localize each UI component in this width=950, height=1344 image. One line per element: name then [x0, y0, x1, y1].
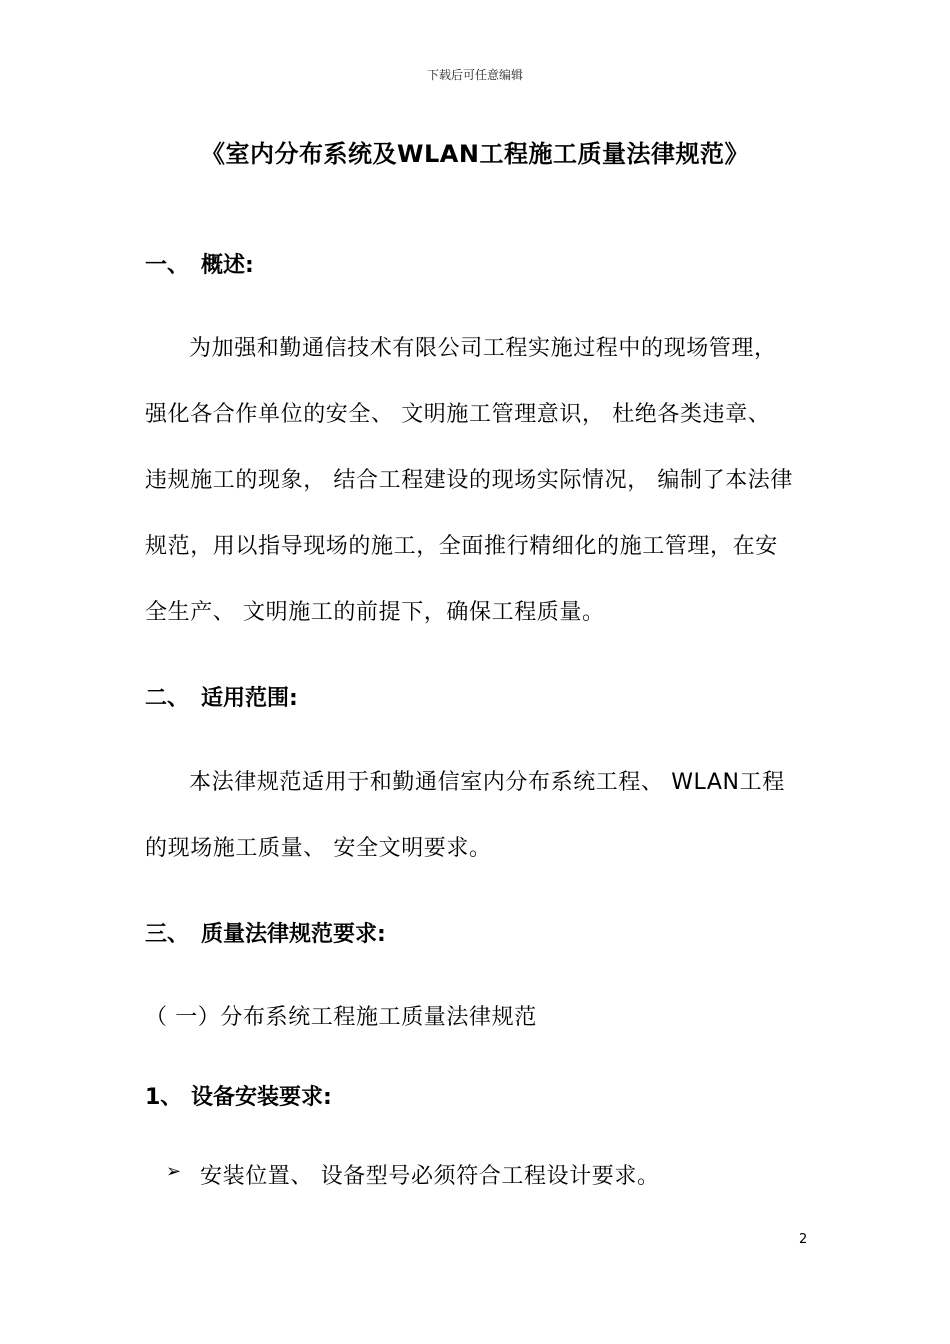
paragraph-line: 全生产、 文明施工的前提下，确保工程质量。	[145, 600, 605, 625]
document-title: 《室内分布系统及WLAN工程施工质量法律规范》	[201, 140, 749, 168]
page-header: 下载后可任意编辑	[426, 68, 523, 82]
item-number: 1、	[145, 1085, 183, 1110]
bullet-text: 安装位置、 设备型号必须符合工程设计要求。	[200, 1164, 660, 1189]
section-number: 二、	[145, 686, 190, 711]
paragraph-line: 强化各合作单位的安全、 文明施工管理意识， 杜绝各类违章、	[145, 402, 771, 427]
section-title: 适用范围:	[201, 686, 298, 711]
section-heading-requirements	[145, 917, 386, 948]
paragraph-line: 本法律规范适用于和勤通信室内分布系统工程、 WLAN工程	[189, 770, 785, 795]
item-heading	[145, 1080, 332, 1111]
section-title: 质量法律规范要求:	[201, 922, 386, 947]
section-heading-scope	[145, 681, 298, 712]
subsection-title: （ 一）分布系统工程施工质量法律规范	[145, 1005, 537, 1030]
paragraph-line: 规范，用以指导现场的施工，全面推行精细化的施工管理，在安	[145, 534, 778, 559]
page-number: 2	[799, 1232, 808, 1247]
section-number: 三、	[145, 922, 190, 947]
bullet-item	[166, 1161, 181, 1182]
paragraph-line: 为加强和勤通信技术有限公司工程实施过程中的现场管理，	[189, 336, 777, 361]
section-number: 一、	[145, 253, 190, 278]
paragraph-line: 违规施工的现象， 结合工程建设的现场实际情况， 编制了本法律	[145, 468, 793, 493]
section-heading-overview	[145, 248, 254, 279]
paragraph-line: 的现场施工质量、 安全文明要求。	[145, 836, 492, 861]
item-title: 设备安装要求:	[191, 1085, 332, 1110]
arrow-bullet-icon: ➢	[166, 1161, 182, 1182]
section-title: 概述:	[201, 253, 254, 278]
